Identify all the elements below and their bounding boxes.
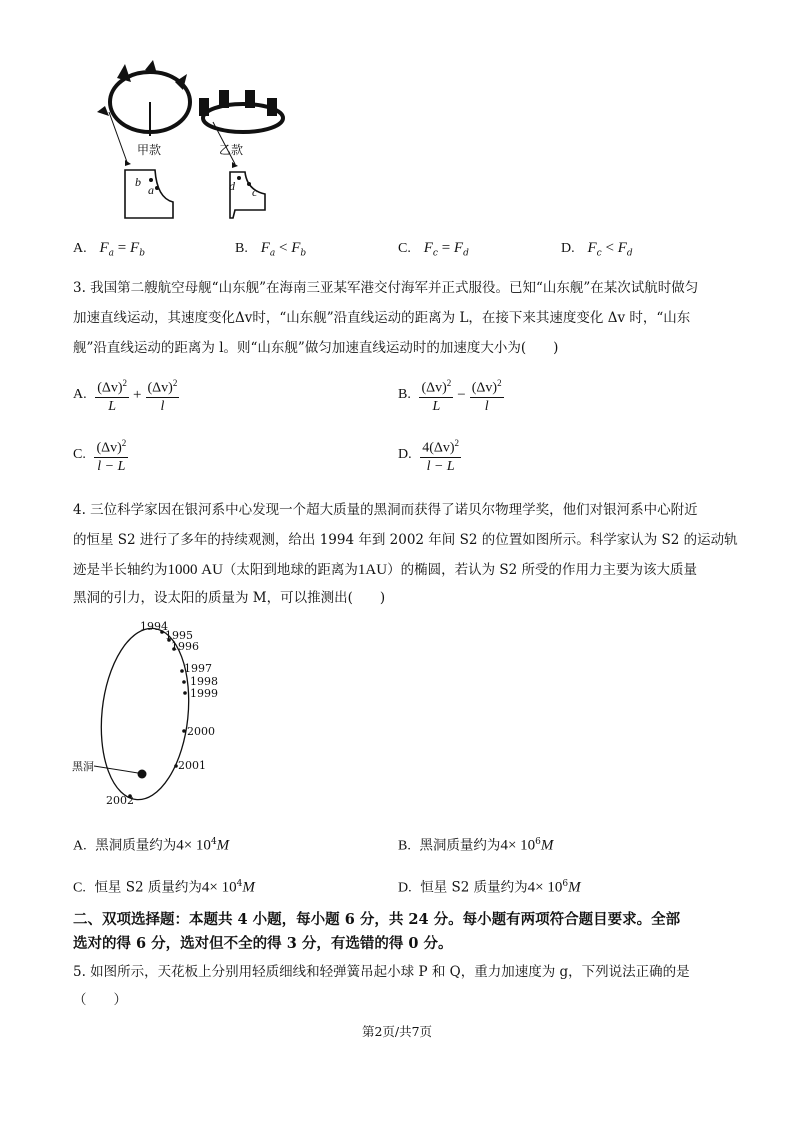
q3-line-3: 舰”沿直线运动的距离为 l。则“山东舰”做匀加速直线运动时的加速度大小为( ) xyxy=(73,340,559,356)
section-2-heading-line-1: 二、双项选择题：本题共 4 小题，每小题 6 分，共 24 分。每小题有两项符合题目要求。全部 xyxy=(73,911,681,928)
q2-option-b: B. $F_a < F_b$ xyxy=(235,240,307,259)
stove-drawing xyxy=(95,60,305,225)
q4-option-c: C. 恒星 S2 质量约为$4\times 10^4M$ xyxy=(73,879,255,896)
q5-line-2: （ ） xyxy=(73,992,127,1008)
year-1999: 1999 xyxy=(190,687,218,700)
q4-option-b: B. 黑洞质量约为$4\times 10^6M$ xyxy=(398,837,554,854)
q2-option-c: C. $F_c = F_d$ xyxy=(398,240,469,259)
section-2-heading-line-2: 选对的得 6 分，选对但不全的得 3 分，有选错的得 0 分。 xyxy=(73,935,453,952)
black-hole-label: 黑洞 xyxy=(72,760,94,773)
year-1995: 1995 xyxy=(165,629,193,642)
year-1996: 1996 xyxy=(171,640,199,653)
q4-option-a: A. 黑洞质量约为$4\times 10^4M$ xyxy=(73,837,230,854)
q3-line-2: 加速直线运动，其速度变化Δv时，“山东舰”沿直线运动的距离为 L，在接下来其速度变化 Δv 时，“山东 xyxy=(73,310,691,326)
year-2000: 2000 xyxy=(187,725,215,738)
orbit-drawing xyxy=(70,618,230,814)
q3-line-1: 3. 我国第二艘航空母舰“山东舰”在海南三亚某军港交付海军并正式服役。已知“山东舰”在某次试航时做匀 xyxy=(73,280,699,296)
q4-line-1: 4. 三位科学家因在银河系中心发现一个超大质量的黑洞而获得了诺贝尔物理学奖，他们对银河系中心附近 xyxy=(73,502,698,518)
page-number: 第2页/共7页 xyxy=(361,1024,433,1039)
q4-line-4: 黑洞的引力，设太阳的质量为 M，可以推测出( ) xyxy=(73,590,386,606)
q3-option-d: D. $\frac{4(\Delta v)^2}{l - L}$ xyxy=(398,432,461,478)
orbit-point-1999 xyxy=(183,691,187,695)
q2-option-d: D. $F_c < F_d$ xyxy=(561,240,633,259)
year-1997: 1997 xyxy=(184,662,212,675)
point-b-label: b xyxy=(135,175,141,189)
q4-option-d: D. 恒星 S2 质量约为$4\times 10^6M$ xyxy=(398,879,581,896)
point-d-label: d xyxy=(229,179,235,193)
q2-option-a: A. $F_a = F_b$ xyxy=(73,240,145,259)
black-hole xyxy=(138,770,147,779)
q4-line-2: 的恒星 S2 进行了多年的持续观测，给出 1994 年到 2002 年间 S2 的位置如图所示。科学家认为 S2 的运动轨 xyxy=(73,532,738,548)
year-2001: 2001 xyxy=(178,759,206,772)
left-stove-label: 甲款 xyxy=(137,143,162,157)
stove-figure xyxy=(95,60,305,225)
point-c-label: c xyxy=(252,185,258,199)
q5-line-1: 5. 如图所示，天花板上分别用轻质细线和轻弹簧吊起小球 P 和 Q，重力加速度为 g，下列说法正确的是 xyxy=(73,964,690,980)
orbit-point-2000 xyxy=(182,729,186,733)
year-1994: 1994 xyxy=(140,620,168,633)
q3-option-c: C. $\frac{(\Delta v)^2}{l - L}$ xyxy=(73,432,128,478)
orbit-figure xyxy=(70,618,230,814)
q4-line-3: 迹是半长轴约为1000 AU（太阳到地球的距离为1AU）的椭圆，若认为 S2 所受的作用力主要为该大质量 xyxy=(73,562,698,578)
right-stove-label: 乙款 xyxy=(219,143,244,157)
q3-option-a: A. $\frac{(\Delta v)^2}{L}$ + $\frac{(\Delta v)^2}{l}$ xyxy=(73,372,179,418)
year-1998: 1998 xyxy=(190,675,218,688)
point-a-label: a xyxy=(148,183,154,197)
year-2002: 2002 xyxy=(106,794,134,807)
q3-option-b: B. $\frac{(\Delta v)^2}{L}$ − $\frac{(\Delta v)^2}{l}$ xyxy=(398,372,504,418)
orbit-point-1998 xyxy=(182,680,186,684)
